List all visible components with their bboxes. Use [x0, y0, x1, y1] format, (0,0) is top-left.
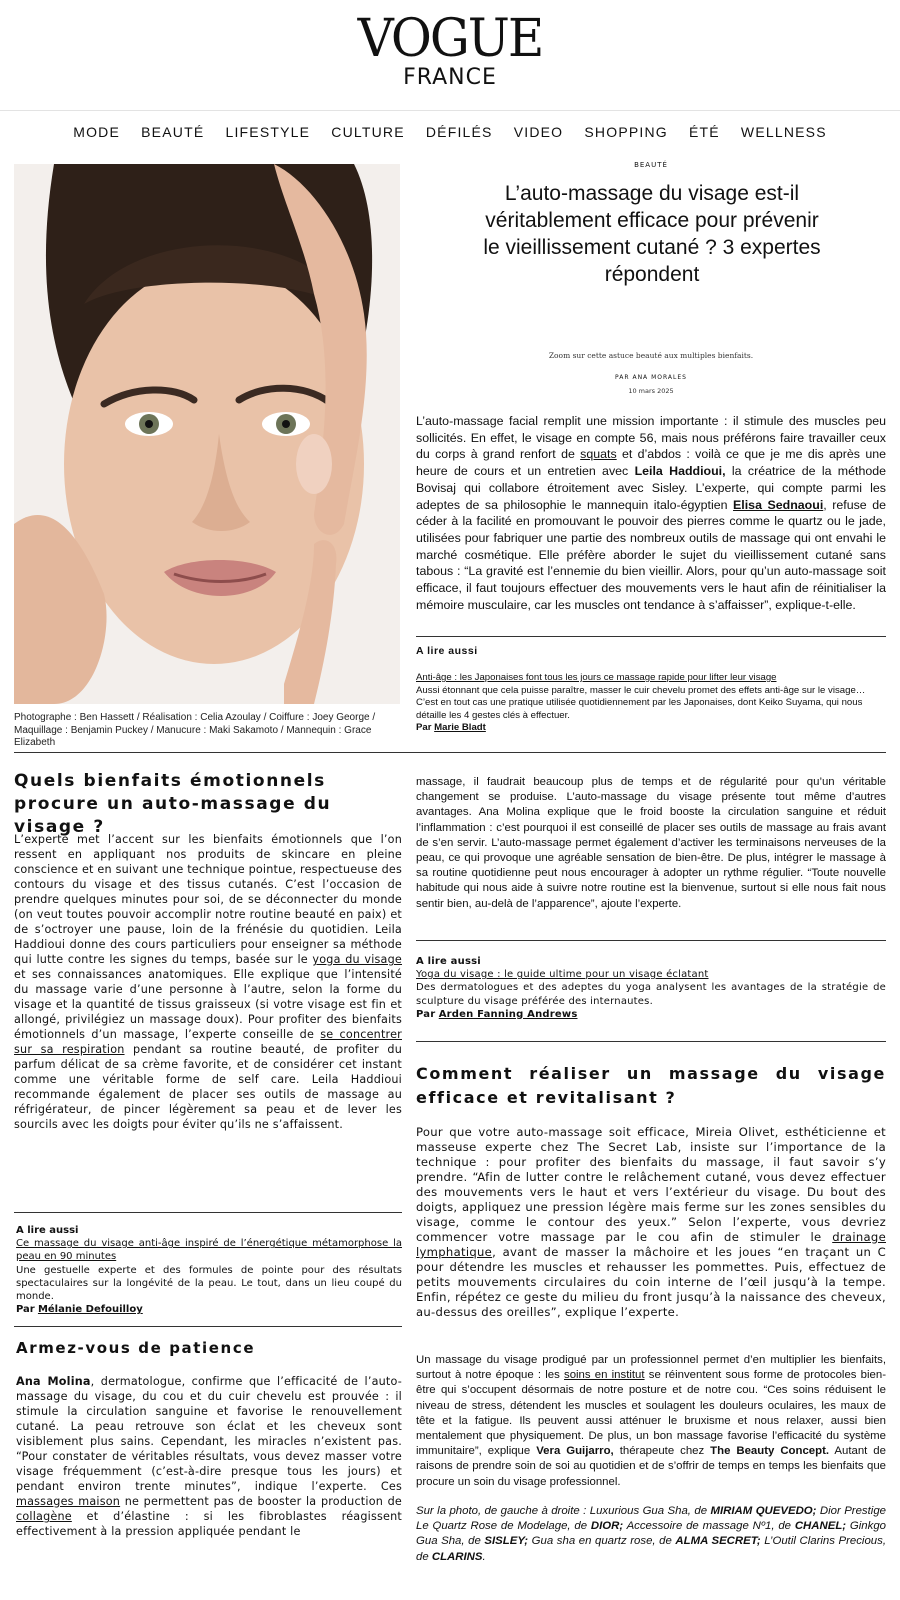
divider: [14, 1326, 402, 1327]
text: thérapeute chez: [613, 1445, 711, 1458]
link-elisa[interactable]: Elisa Sednaoui: [733, 497, 824, 512]
nav-item-ete[interactable]: ÉTÉ: [688, 124, 720, 140]
section-heading-technique: Comment réaliser un massage du visage efficace et revitalisant ?: [416, 1064, 886, 1107]
nav-item-wellness[interactable]: WELLNESS: [740, 124, 827, 140]
text: , refuse de céder à la facilité en promouvant le pouvoir des pierres comme le quartz ou le jade, utilisées pour fabriquer une partie des nombreux outils de massage qui ont envahi le marché cosmétique. Elle préfère aborder le sujet du vieillissement cutané sans tabous : “La gravité est l’ennemie du bien vieillir. Alors, pour qu’un auto-massage soit efficace, il faut toujours effectuer des mouvements vers le haut afin de réinitialiser la mémoire musculaire, car les muscles ont tendance à s’affaisser”, explique-t-elle.: [416, 497, 886, 612]
nav-item-defiles[interactable]: DÉFILÉS: [425, 124, 493, 140]
bold-ana: Ana Molina: [16, 1375, 91, 1388]
read-also-text: Aussi étonnant que cela puisse paraître, masser le cuir chevelu promet des effets anti-âge sur le visage… C’est en tout cas une pratique utilisée quotidiennement par les Japonaises, dont Keiko Suyama, qui nous détaille les 4 gestes clés à effectuer.: [416, 684, 866, 721]
divider: [416, 636, 886, 637]
main-nav: [0, 124, 900, 140]
bold-leila: Leila Haddioui,: [634, 464, 726, 479]
text: Un massage du visage prodigué par un professionnel permet d’en multiplier les bienfaits, surtout à notre époque : les: [416, 1354, 886, 1382]
paragraph-emotional: [14, 832, 402, 1132]
section-heading-patience: Armez-vous de patience: [16, 1339, 256, 1357]
link-squats[interactable]: squats: [580, 447, 617, 462]
link-soins-institut[interactable]: soins en institut: [564, 1369, 645, 1382]
paragraph-patience: [16, 1374, 402, 1539]
read-also-author[interactable]: Mélanie Defouilloy: [37, 1304, 143, 1316]
read-also-card: [416, 955, 886, 1021]
read-also-author[interactable]: Marie Bladt: [434, 722, 486, 733]
read-also-text: Des dermatologues et des adeptes du yoga analysent les avantages de la stratégie de sculpture du visage préférée des internautes.: [416, 982, 886, 1007]
read-also-card: [416, 672, 886, 735]
hero-photo: [14, 164, 400, 704]
bold-vera: Vera Guijarro,: [536, 1445, 614, 1458]
brand: DIOR;: [590, 1520, 624, 1533]
text: Pour que votre auto-massage soit efficace, Mireia Olivet, esthéticienne et masseuse experte chez The Secret Lab, insiste sur l’importance de la technique : pour profiter des bienfaits du massage, il faut savoir s’y prendre. “Afin de lutter contre le relâchement cutané, vous devez effectuer des mouvements vers le haut et vers l’extérieur du visage. Du bout des doigts, appliquez une pression légère mais ferme sur les zones sensibles du visage, comme le contour des yeux.” Selon l’experte, vous devriez commencer votre massage par le cou afin de stimuler le: [416, 1125, 886, 1244]
text: la créatrice de la méthode Bovisaj qui collabore étroitement avec Sisley. L’experte, qui compte parmi les adeptes de sa philosophie le mannequin italo-égyptien: [416, 464, 887, 512]
text: Autant de raisons de prendre soin de soi au quotidien et de s’offrir de temps en temps les bienfaits que procure un soin du visage professionnel.: [416, 1445, 886, 1488]
read-also-link[interactable]: Ce massage du visage anti-âge inspiré de l’énergétique métamorphose la peau en 90 minutes: [16, 1238, 402, 1263]
nav-item-video[interactable]: VIDEO: [513, 124, 564, 140]
article-category[interactable]: BEAUTÉ: [634, 161, 668, 169]
article-subtitle: Zoom sur cette astuce beauté aux multiples bienfaits.: [548, 351, 754, 360]
read-also-link[interactable]: Yoga du visage : le guide ultime pour un visage éclatant: [416, 969, 709, 981]
nav-item-beaute[interactable]: BEAUTÉ: [141, 124, 205, 140]
text: L’auto-massage facial remplit une mission importante : il stimule des muscles peu sollicités. En effet, le visage en compte 56, mais nous préférons faire travailler ceux du corps à grand renfort de: [416, 414, 886, 462]
section-heading-emotional: Quels bienfaits émotionnels procure un auto-massage du visage ?: [14, 771, 332, 837]
divider: [416, 940, 886, 941]
nav-item-lifestyle[interactable]: LIFESTYLE: [225, 124, 311, 140]
paragraph-technique: [416, 1125, 886, 1320]
text: L’Outil Clarins Precious, de: [416, 1535, 886, 1563]
divider: [14, 752, 886, 753]
read-also-author[interactable]: Arden Fanning Andrews: [438, 1008, 578, 1020]
article-title: L’auto-massage du visage est-il véritablement efficace pour prévenir le vieillissement cutané ? 3 expertes répondent: [483, 182, 821, 286]
nav-item-culture[interactable]: CULTURE: [331, 124, 405, 140]
link-massages-maison[interactable]: massages maison: [16, 1495, 121, 1508]
brand: MIRIAM QUEVEDO;: [710, 1505, 817, 1517]
read-also-card: [16, 1224, 402, 1316]
text: se réinventent sous forme de protocoles bien-être qui s’occupent désormais de notre posture et de notre cou. “Ces soins réduisent le niveau de stress, détendent les muscles et soulagent les douleurs oculaires, les maux de tête et la fatigue. Ils peuvent aussi atténuer le bruxisme et nous relaxer, aussi bien mentalement que physiquement. De plus, un bon massage favorise l’efficacité du système immunitaire”, explique: [416, 1369, 887, 1458]
divider: [14, 1212, 402, 1213]
photo-caption: Photographe : Ben Hassett / Réalisation : Celia Azoulay / Coiffure : Joey George / Maquillage : Benjamin Puckey / Manucure : Maki Sakamoto / Mannequin : Grace Elizabeth: [14, 712, 376, 748]
text: Accessoire de massage Nº1, de: [623, 1520, 795, 1533]
text: Ginkgo Gua Sha, de: [416, 1520, 886, 1548]
divider: [416, 1041, 886, 1042]
brand: SISLEY;: [484, 1535, 529, 1548]
read-also-heading: A lire aussi: [416, 645, 478, 657]
text: pendant sa routine beauté, de profiter du parfum délicat de sa crème favorite, et de considérer cet instant comme une véritable forme de self care. Leila Haddioui recommande également de placer ses outils de massage au réfrigérateur, de pincer légèrement sa peau et de lever les sourcils avec les doigts pour éviter qu’ils ne s’affaissent.: [14, 1043, 402, 1131]
text: L’experte met l’accent sur les bienfaits émotionnels que l’on ressent en appliquant nos produits de skincare en pleine conscience et en suivant une technique pointue, respectueuse des contours du visage et des tissus cutanés. C’est l’occasion de prendre quelques minutes pour soi, de se déconnecter du monde (on veut toutes pouvoir accomplir notre routine beauté en paix) et de s’octroyer une pause, loin de la frénésie du quotidien. Leila Haddioui donne des cours particuliers pour enseigner sa méthode qui lutte contre les signes du temps, basée sur le: [14, 833, 402, 966]
logo-sub: FRANCE: [403, 65, 497, 90]
link-collagene[interactable]: collagène: [16, 1510, 72, 1523]
article-date: 10 mars 2025: [628, 387, 674, 395]
read-also-text: Une gestuelle experte et des formules de pointe pour des résultats spectaculaires sur la longévité de la peau. Le tout, dans un lieu coupé du monde.: [16, 1264, 402, 1303]
hero-photo-illustration: [14, 164, 400, 704]
text: et ses connaissances anatomiques. Elle explique que l’intensité du massage varie d’une personne à l’autre, selon la forme du visage et la quantité de tissus graisseux (si votre visage est fin et allongé, privilégiez un massage doux). Pour profiter des bienfaits émotionnels d’un massage, l’experte conseille de: [14, 968, 402, 1041]
nav-item-mode[interactable]: MODE: [73, 124, 121, 140]
brand: ALMA SECRET;: [675, 1535, 761, 1548]
text: et d’élastine : si les fibroblastes réagissent effectivement à la pression appliquée pendant le: [16, 1510, 402, 1538]
site-logo[interactable]: [0, 7, 900, 90]
photo-credits-products: [416, 1504, 886, 1565]
read-also-par: Par: [416, 722, 432, 733]
article-byline[interactable]: PAR ANA MORALES: [615, 374, 687, 381]
intro-paragraph: [416, 413, 886, 613]
text: Dior Prestige Le Quartz Rose de Modelage, de: [416, 1505, 886, 1533]
link-drainage[interactable]: drainage lymphatique: [416, 1230, 886, 1259]
read-also-heading: A lire aussi: [16, 1225, 79, 1236]
link-respiration[interactable]: se concentrer sur sa respiration: [14, 1028, 402, 1056]
text: .: [482, 1550, 486, 1563]
text: , dermatologue, confirme que l’efficacité de l’auto-massage du visage, du cou et du cuir chevelu est prouvée : il stimule la circulation sanguine et favorise le renouvellement cutané. La peau retrouve son éclat et les cheveux sont visiblement plus sains. Cependant, les miracles n’existent pas. “Pour constater de véritables résultats, vous devez masser votre visage fréquemment (c’est-à-dire presque tous les jours) et pendant environ trente minutes”, indique l’experte. Ces: [16, 1375, 403, 1493]
nav-item-shopping[interactable]: SHOPPING: [584, 124, 668, 140]
bold-beauty-concept: The Beauty Concept.: [710, 1445, 830, 1458]
text: , avant de masser la mâchoire et les joues “en traçant un C pour détendre les muscles et rehausser les pommettes. Puis, effectuez de petits mouvements circulaires du coin interne de l’œil jusqu’à la tempe. Enfin, répétez ce geste du milieu du front jusqu’à la naissance des cheveux, au-dessus des oreilles”, explique l’experte.: [416, 1245, 886, 1319]
read-also-heading: A lire aussi: [416, 956, 481, 967]
link-yoga[interactable]: yoga du visage: [312, 953, 402, 966]
paragraph-professional: [416, 1353, 886, 1490]
read-also-par: Par: [416, 1008, 436, 1020]
logo-main: VOGUE: [357, 7, 543, 69]
read-also-link[interactable]: Anti-âge : les Japonaises font tous les jours ce massage rapide pour lifter leur visage: [416, 672, 777, 683]
header-divider: [0, 110, 900, 111]
read-also-par: Par: [16, 1304, 35, 1316]
text: et d’abdos : voilà ce que je me dis après une heure de cours et un entretien avec: [416, 447, 886, 479]
brand: CLARINS: [431, 1550, 483, 1563]
brand: CHANEL;: [794, 1520, 847, 1533]
text: Sur la photo, de gauche à droite : Luxurious Gua Sha, de: [416, 1505, 711, 1517]
paragraph-continued: massage, il faudrait beaucoup plus de temps et de régularité pour qu’un véritable changement se produise. L’auto-massage du visage présente tout même d’autres avantages. Ana Molina explique que le froid booste la circulation sanguine et réduit l’inflammation : c’est pourquoi il est conseillé de placer ses outils de massage au frais avant de s’en servir. L’auto-massage permet également d’activer les terminaisons nerveuses de la peau, ce qui provoque une agréable sensation de bien-être. De plus, intégrer le massage à sa routine quotidienne peut nous encourager à adopter un rythme régulier. “Toute nouvelle habitude qui nous aide à suivre notre routine est la bienvenue, surtout si elle nous fait nous sentir bien, au-delà de l’apparence”, ajoute l’experte.: [416, 776, 886, 910]
text: ne permettent pas de booster la production de: [120, 1495, 403, 1508]
text: Gua sha en quartz rose, de: [528, 1535, 676, 1548]
